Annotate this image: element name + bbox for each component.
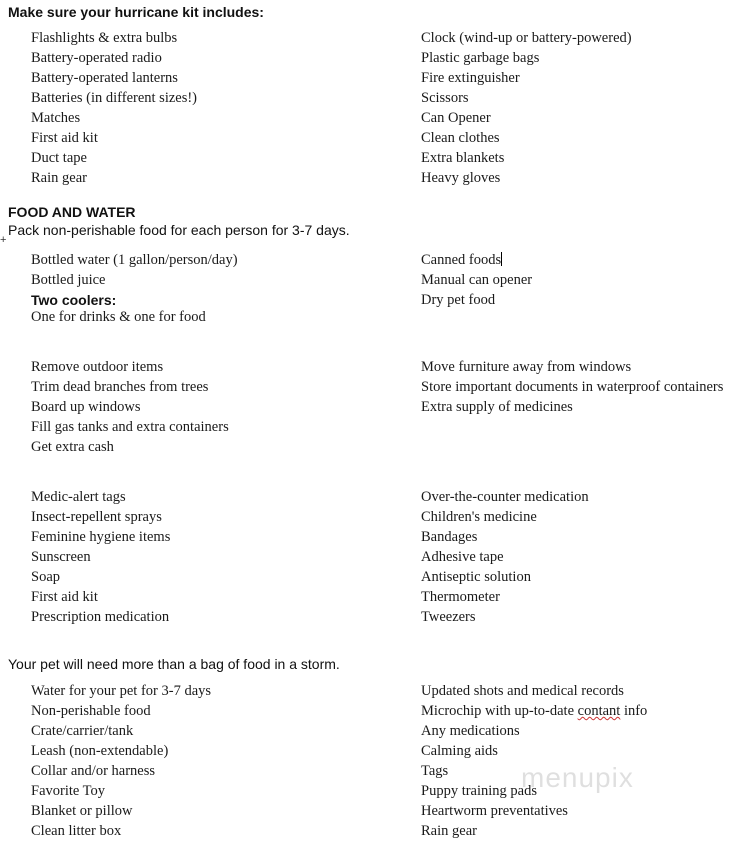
table-move-handle-icon[interactable]: + bbox=[0, 234, 7, 246]
coolers-label: Two coolers: bbox=[31, 292, 117, 308]
medical-left-list-item: Soap bbox=[31, 569, 60, 585]
pets-left-list-item: Blanket or pillow bbox=[31, 803, 133, 819]
pets-left-list-item: Leash (non-extendable) bbox=[31, 743, 169, 759]
pets-right-list-item: Rain gear bbox=[421, 823, 477, 839]
pets-intro: Your pet will need more than a bag of food in a storm. bbox=[8, 656, 340, 672]
medical-left-list-item: Insect-repellent sprays bbox=[31, 509, 162, 525]
text-cursor bbox=[501, 252, 502, 266]
medical-right-list-item: Over-the-counter medication bbox=[421, 489, 589, 505]
kit-right-list-item: Extra blankets bbox=[421, 150, 505, 166]
food-intro: Pack non-perishable food for each person for 3-7 days. bbox=[8, 222, 350, 238]
pets-right-list-item: Any medications bbox=[421, 723, 520, 739]
kit-left-list-item: First aid kit bbox=[31, 130, 98, 146]
food-left-list-item: Bottled juice bbox=[31, 272, 106, 288]
pets-left-list-item: Water for your pet for 3-7 days bbox=[31, 683, 212, 699]
food-left-list-item: Bottled water (1 gallon/person/day) bbox=[31, 252, 238, 268]
home-left-list-item: Remove outdoor items bbox=[31, 359, 164, 375]
watermark-logo: menupix bbox=[521, 762, 634, 793]
kit-right-list-item: Can Opener bbox=[421, 110, 491, 126]
kit-heading: Make sure your hurricane kit includes: bbox=[8, 4, 264, 20]
pets-left-list-item: Non-perishable food bbox=[31, 703, 151, 719]
medical-right-list-item: Children's medicine bbox=[421, 509, 537, 525]
kit-right-list-item: Heavy gloves bbox=[421, 170, 501, 186]
medical-right-list-item: Antiseptic solution bbox=[421, 569, 531, 585]
home-right-list-item: Extra supply of medicines bbox=[421, 399, 573, 415]
home-right-list-item: Store important documents in waterproof containers bbox=[421, 379, 724, 395]
food-heading: FOOD AND WATER bbox=[8, 204, 136, 220]
pets-right-list-item: Microchip with up-to-date contant info bbox=[421, 703, 648, 719]
kit-left-list-item: Flashlights & extra bulbs bbox=[31, 30, 178, 46]
kit-left-list-item: Batteries (in different sizes!) bbox=[31, 90, 198, 106]
medical-left-list-item: Sunscreen bbox=[31, 549, 91, 565]
pets-right-list-item: Updated shots and medical records bbox=[421, 683, 624, 699]
kit-left-list-item: Matches bbox=[31, 110, 81, 126]
pets-right-list-item: Calming aids bbox=[421, 743, 498, 759]
home-left-list-item: Trim dead branches from trees bbox=[31, 379, 209, 395]
home-right-list-item: Move furniture away from windows bbox=[421, 359, 632, 375]
medical-right-list-item: Tweezers bbox=[421, 609, 476, 625]
kit-right-list-item: Clean clothes bbox=[421, 130, 500, 146]
pets-left-list-item: Clean litter box bbox=[31, 823, 122, 839]
medical-left-list-item: Feminine hygiene items bbox=[31, 529, 171, 545]
pets-right-list-item: Puppy training pads bbox=[421, 783, 537, 799]
misspelled-word: contant bbox=[577, 703, 621, 719]
kit-right-list-item: Fire extinguisher bbox=[421, 70, 520, 86]
food-right-list-item: Dry pet food bbox=[421, 292, 496, 308]
medical-right-list-item: Adhesive tape bbox=[421, 549, 504, 565]
food-right-list-item: Canned foods bbox=[421, 252, 502, 268]
kit-right-list-item: Plastic garbage bags bbox=[421, 50, 540, 66]
pets-left-list-item: Collar and/or harness bbox=[31, 763, 156, 779]
medical-left-list-item: Medic-alert tags bbox=[31, 489, 126, 505]
kit-left-list-item: Rain gear bbox=[31, 170, 87, 186]
coolers-text: One for drinks & one for food bbox=[31, 309, 206, 325]
kit-right-list-item: Scissors bbox=[421, 90, 469, 106]
pets-right-list-item: Tags bbox=[421, 763, 449, 779]
medical-right-list-item: Thermometer bbox=[421, 589, 500, 605]
home-left-list-item: Board up windows bbox=[31, 399, 141, 415]
home-left-list-item: Fill gas tanks and extra containers bbox=[31, 419, 229, 435]
medical-right-list-item: Bandages bbox=[421, 529, 478, 545]
pets-left-list-item: Favorite Toy bbox=[31, 783, 106, 799]
medical-left-list-item: First aid kit bbox=[31, 589, 98, 605]
pets-right-list-item: Heartworm preventatives bbox=[421, 803, 568, 819]
kit-left-list-item: Duct tape bbox=[31, 150, 87, 166]
kit-left-list-item: Battery-operated lanterns bbox=[31, 70, 178, 86]
kit-right-list-item: Clock (wind-up or battery-powered) bbox=[421, 30, 632, 46]
pets-left-list-item: Crate/carrier/tank bbox=[31, 723, 134, 739]
medical-left-list-item: Prescription medication bbox=[31, 609, 170, 625]
food-right-list-item: Manual can opener bbox=[421, 272, 533, 288]
home-left-list-item: Get extra cash bbox=[31, 439, 114, 455]
kit-left-list-item: Battery-operated radio bbox=[31, 50, 162, 66]
